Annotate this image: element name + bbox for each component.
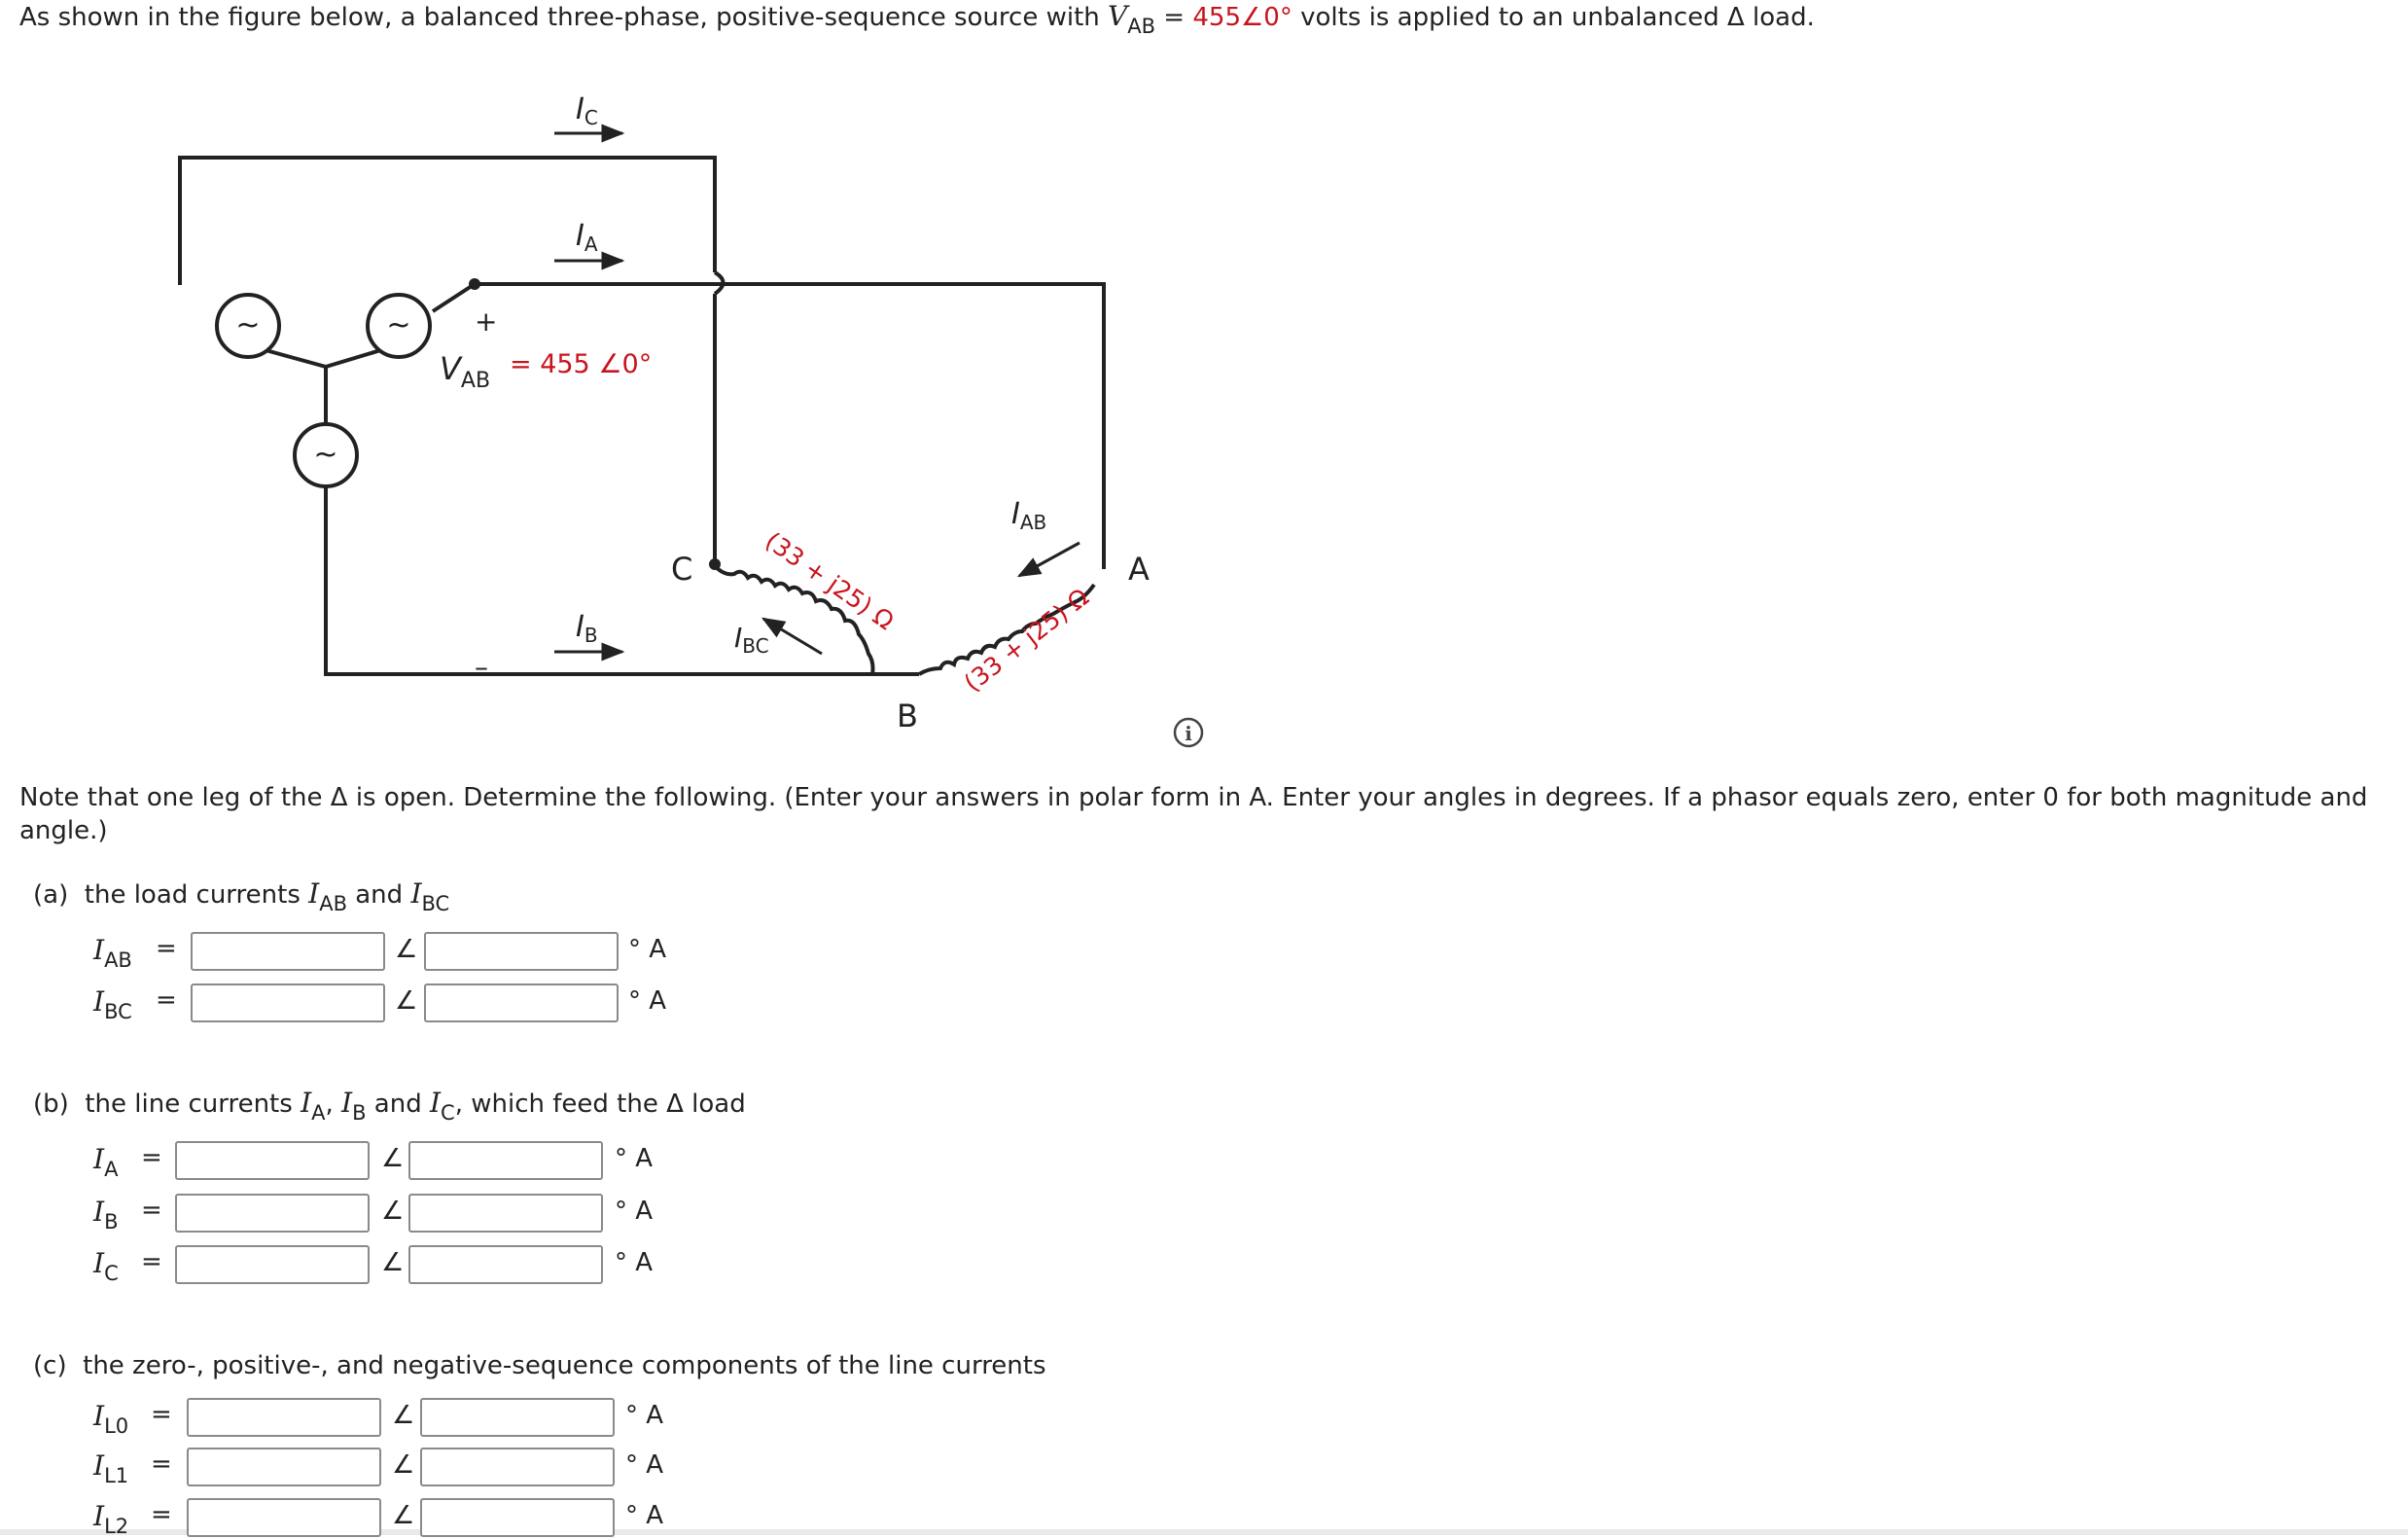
intro-pre: As shown in the figure below, a balanced three-phase, positive-sequence source with <box>19 3 1109 32</box>
info-icon <box>1175 719 1202 746</box>
unit-label: ° A <box>615 1248 654 1277</box>
angle-input[interactable] <box>424 984 619 1022</box>
node-b-label: B <box>897 697 918 734</box>
plus-sign: + <box>475 305 498 338</box>
unit-label: ° A <box>615 1144 654 1173</box>
equals-sign: = <box>151 1449 172 1479</box>
iab-label: I <box>1011 497 1020 531</box>
z-bc-label: (33 + j25) Ω <box>760 526 900 636</box>
vab-fig-sub: AB <box>460 369 491 393</box>
part-c-heading <box>33 1349 1046 1382</box>
equals-sign: = <box>141 1143 162 1172</box>
angle-symbol: ∠ <box>392 1501 415 1530</box>
node-c-label: C <box>671 551 693 588</box>
unit-label: ° A <box>625 1450 664 1480</box>
ibc-sub: BC <box>742 634 769 658</box>
wire-a <box>475 284 1104 569</box>
row-symbol: I <box>93 1400 105 1432</box>
angle-input[interactable] <box>420 1448 615 1486</box>
problem-statement <box>19 0 1815 43</box>
part-a-var1: I <box>308 877 320 910</box>
equals-sign: = <box>141 1196 162 1225</box>
intro-post: volts is applied to an unbalanced Δ load. <box>1292 3 1815 32</box>
answer-row-label <box>93 1196 118 1234</box>
answer-row-label <box>93 934 132 972</box>
ic-sub: C <box>584 106 598 129</box>
wire-c <box>180 158 715 285</box>
angle-symbol: ∠ <box>381 1248 405 1277</box>
info-icon-glyph: i <box>1185 722 1192 745</box>
row-symbol: I <box>93 1449 105 1482</box>
equals-sign: = <box>141 1247 162 1276</box>
minus-sign: – <box>475 651 488 683</box>
angle-input[interactable] <box>408 1141 603 1180</box>
magnitude-input[interactable] <box>175 1194 370 1233</box>
ic-label: I <box>576 92 584 126</box>
answer-row-label <box>93 1143 118 1181</box>
part-b-var3: I <box>429 1087 442 1119</box>
equals-sign: = <box>156 985 177 1015</box>
part-b-tag: (b) <box>33 1090 69 1119</box>
ia-sub: A <box>584 232 598 256</box>
ib-label: I <box>576 610 584 644</box>
svg-text:IB <box>576 610 598 647</box>
part-b-var1: I <box>301 1087 312 1119</box>
arrow-ibc <box>763 619 822 654</box>
part-a-var2: I <box>410 877 422 910</box>
part-b-heading <box>33 1087 746 1129</box>
svg-text:VAB <box>440 350 490 393</box>
angle-input[interactable] <box>424 932 619 971</box>
angle-symbol: ∠ <box>395 986 418 1016</box>
row-subscript: BC <box>104 1000 132 1023</box>
angle-symbol: ∠ <box>381 1144 405 1173</box>
row-subscript: L2 <box>104 1515 129 1538</box>
equals-sign: = <box>156 934 177 963</box>
angle-symbol: ∠ <box>392 1450 415 1480</box>
unit-label: ° A <box>628 986 667 1016</box>
part-a-text: the load currents <box>84 880 309 910</box>
angle-symbol: ∠ <box>381 1197 405 1226</box>
vab-value: 455∠0° <box>1192 3 1293 32</box>
ib-sub: B <box>584 624 598 647</box>
part-a-and: and <box>346 880 411 910</box>
part-b-sub2: B <box>352 1101 367 1125</box>
vab-subscript: AB <box>1127 15 1156 38</box>
circuit-diagram <box>0 58 1245 759</box>
magnitude-input[interactable] <box>191 984 385 1022</box>
magnitude-input[interactable] <box>187 1398 381 1437</box>
angle-symbol: ∠ <box>395 935 418 964</box>
node-a-label: A <box>1128 551 1150 588</box>
source-right-symbol: ~ <box>386 308 411 342</box>
unit-label: ° A <box>625 1401 664 1430</box>
angle-input[interactable] <box>408 1245 603 1284</box>
answer-row-label <box>93 1247 119 1285</box>
svg-text:IC <box>576 92 598 129</box>
row-subscript: B <box>104 1210 119 1234</box>
part-a-heading <box>33 877 449 920</box>
node-dot-a <box>469 278 480 290</box>
magnitude-input[interactable] <box>175 1141 370 1180</box>
wire-src-a <box>433 284 475 311</box>
part-a-sub1: AB <box>319 892 347 915</box>
unit-label: ° A <box>625 1501 664 1530</box>
equals-sign: = <box>151 1500 172 1529</box>
ia-label: I <box>576 219 584 253</box>
z-ab-label: (33 + j25) Ω <box>958 583 1095 697</box>
angle-input[interactable] <box>420 1498 615 1537</box>
angle-input[interactable] <box>408 1194 603 1233</box>
svg-text:IAB <box>1011 497 1046 534</box>
source-left-symbol: ~ <box>235 308 261 342</box>
unit-label: ° A <box>628 935 667 964</box>
vab-fig-value: = 455 ∠0° <box>510 349 653 379</box>
part-b-sub3: C <box>441 1101 455 1125</box>
answer-row-label <box>93 1400 128 1438</box>
row-symbol: I <box>93 934 105 966</box>
svg-text:IBC <box>734 622 769 658</box>
row-subscript: AB <box>104 948 132 972</box>
svg-text:IA <box>576 219 598 256</box>
iab-sub: AB <box>1019 511 1047 534</box>
row-symbol: I <box>93 1500 105 1532</box>
arrow-iab <box>1019 543 1080 576</box>
node-dot-c <box>709 558 721 570</box>
answer-row-label <box>93 1449 128 1487</box>
part-c-tag: (c) <box>33 1351 67 1380</box>
part-a-tag: (a) <box>33 880 69 910</box>
row-symbol: I <box>93 985 105 1018</box>
part-b-text: the line currents <box>85 1090 301 1119</box>
angle-input[interactable] <box>420 1398 615 1437</box>
equals-sign: = <box>151 1400 172 1429</box>
row-symbol: I <box>93 1247 105 1279</box>
part-b-tail: , which feed the Δ load <box>454 1090 746 1119</box>
part-b-var2: I <box>341 1087 353 1119</box>
magnitude-input[interactable] <box>191 932 385 971</box>
row-symbol: I <box>93 1196 105 1228</box>
vab-fig-label: V <box>440 350 461 387</box>
magnitude-input[interactable] <box>187 1498 381 1537</box>
row-subscript: C <box>104 1262 119 1285</box>
vab-symbol: V <box>1108 0 1128 32</box>
magnitude-input[interactable] <box>187 1448 381 1486</box>
angle-symbol: ∠ <box>392 1401 415 1430</box>
intro-eq: = <box>1155 3 1193 32</box>
instructions-note <box>19 781 2392 847</box>
row-subscript: L0 <box>104 1414 129 1438</box>
part-b-comma: , <box>325 1090 342 1119</box>
answer-row-label <box>93 1500 128 1538</box>
answer-row-label <box>93 985 132 1023</box>
note-line-1: Note that one leg of the Δ is open. Determine the following. (Enter your answers in polar form in A. Enter your angles in degrees. If a phasor equals zero, enter 0 for both magnitude and <box>19 783 2368 812</box>
part-c-text: the zero-, positive-, and negative-sequence components of the line currents <box>83 1351 1046 1380</box>
unit-label: ° A <box>615 1197 654 1226</box>
part-b-sub1: A <box>311 1101 326 1125</box>
ibc-label: I <box>734 622 743 654</box>
note-line-2: angle.) <box>19 816 108 845</box>
row-symbol: I <box>93 1143 105 1175</box>
magnitude-input[interactable] <box>175 1245 370 1284</box>
row-subscript: L1 <box>104 1464 129 1487</box>
row-subscript: A <box>104 1158 119 1181</box>
part-b-and: and <box>366 1090 430 1119</box>
source-bottom-symbol: ~ <box>313 438 338 472</box>
part-a-sub2: BC <box>421 892 450 915</box>
